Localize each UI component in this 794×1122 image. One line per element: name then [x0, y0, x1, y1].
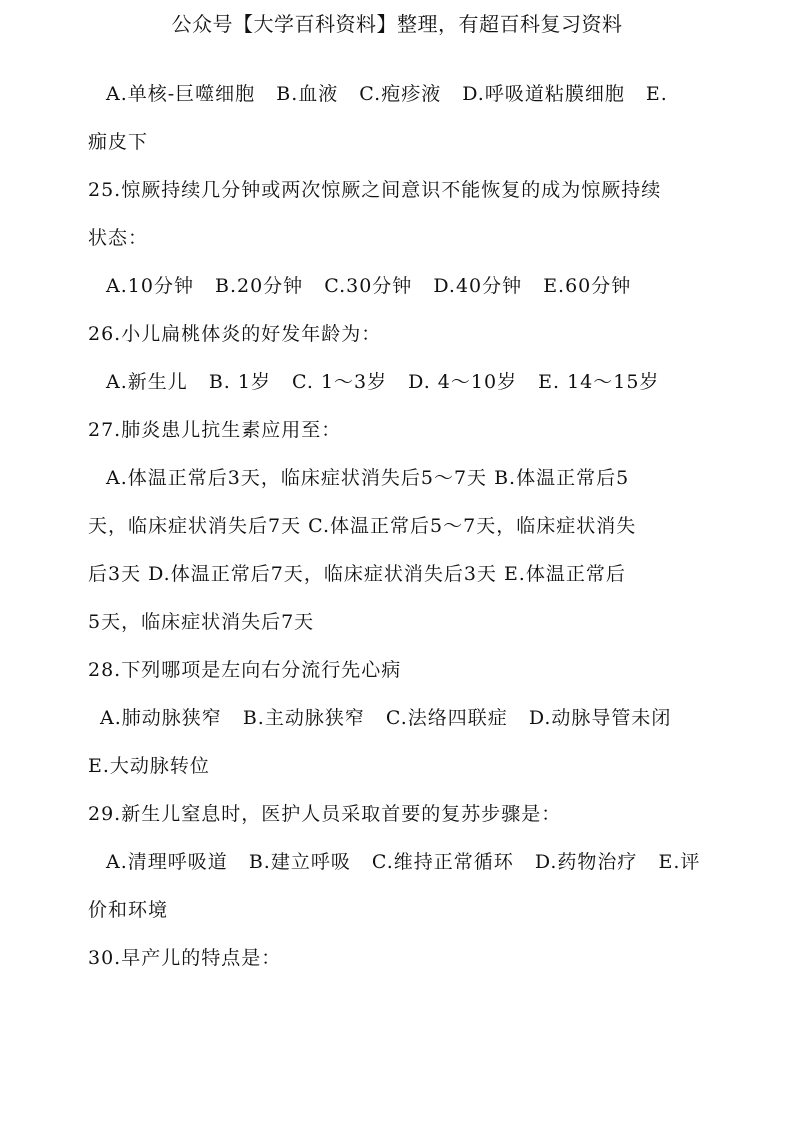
question-28: 28.下列哪项是左向右分流行先心病: [88, 659, 402, 681]
header-title: 公众号【大学百科资料】整理，有超百科复习资料: [171, 12, 623, 36]
question-29: 29.新生儿窒息时，医护人员采取首要的复苏步骤是：: [88, 803, 562, 825]
option-b: B.20分钟: [215, 275, 304, 297]
option-d: D. 4～10岁: [408, 371, 518, 393]
option-line: [88, 694, 710, 742]
option-e: E. 14～15岁: [538, 371, 660, 393]
question-30: 30.早产儿的特点是：: [88, 947, 282, 969]
option-line: [88, 70, 710, 118]
option-c: C.法络四联症: [385, 707, 508, 729]
option-a: A.10分钟: [106, 275, 194, 297]
option-b: B.主动脉狭窄: [242, 707, 365, 729]
option-d: D.药物治疗: [534, 851, 638, 873]
option-c: C.维持正常循环: [371, 851, 514, 873]
text-line: 状态：: [88, 227, 149, 249]
option-a: A.肺动脉狭窄: [100, 707, 222, 729]
question-25: 25.惊厥持续几分钟或两次惊厥之间意识不能恢复的成为惊厥持续: [88, 179, 662, 201]
option-b: B.血液: [276, 83, 339, 105]
question-27: 27.肺炎患儿抗生素应用至：: [88, 419, 342, 441]
text-line: 痂皮下: [88, 131, 149, 153]
option-line: [88, 838, 710, 886]
option-a: A.单核-巨噬细胞: [106, 83, 256, 105]
text-line: E.大动脉转位: [88, 755, 210, 777]
text-line: 天，临床症状消失后7天 C.体温正常后5～7天，临床症状消失: [88, 515, 637, 537]
option-b: B.建立呼吸: [248, 851, 351, 873]
option-line: [88, 262, 710, 310]
question-26: 26.小儿扁桃体炎的好发年龄为：: [88, 323, 382, 345]
option-e: E.: [645, 83, 668, 105]
option-line: [88, 358, 710, 406]
option-a: A.新生儿: [106, 371, 188, 393]
option-d: D.40分钟: [433, 275, 523, 297]
text-line: 5天，临床症状消失后7天: [88, 611, 315, 633]
page-header: [0, 10, 794, 38]
document-body: [88, 70, 710, 982]
text-line: 价和环境: [88, 899, 169, 921]
option-line: A.体温正常后3天，临床症状消失后5～7天 B.体温正常后5: [106, 467, 630, 489]
option-c: C. 1～3岁: [292, 371, 388, 393]
option-c: C.30分钟: [324, 275, 413, 297]
option-b: B. 1岁: [208, 371, 271, 393]
option-c: C.疱疹液: [359, 83, 442, 105]
option-d: D.呼吸道粘膜细胞: [462, 83, 625, 105]
option-a: A.清理呼吸道: [106, 851, 228, 873]
option-e: E.60分钟: [543, 275, 632, 297]
text-line: 后3天 D.体温正常后7天，临床症状消失后3天 E.体温正常后: [88, 563, 626, 585]
option-e: E.评: [658, 851, 701, 873]
option-d: D.动脉导管未闭: [528, 707, 672, 729]
